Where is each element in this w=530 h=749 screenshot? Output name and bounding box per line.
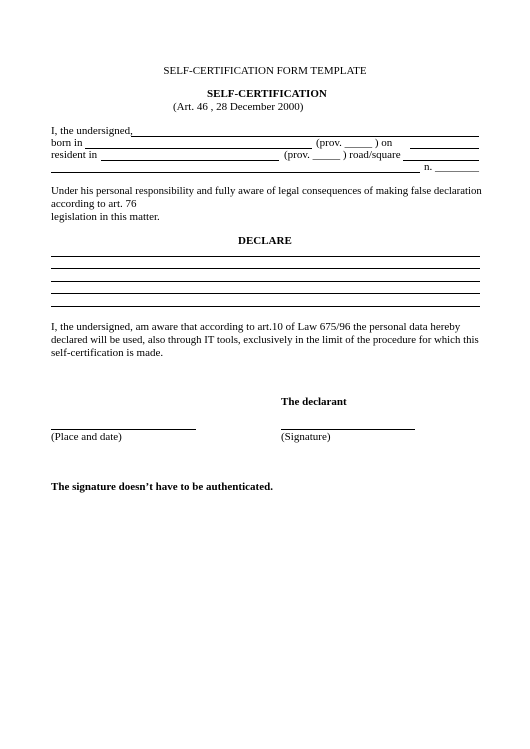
- resident-in-label: resident in: [51, 149, 98, 161]
- place-date-field[interactable]: [51, 429, 196, 430]
- responsibility-line-1: Under his personal responsibility and fully aware of legal consequences of making false declaration: [51, 185, 482, 197]
- declaration-line-3[interactable]: [51, 281, 480, 282]
- address-field[interactable]: [51, 172, 420, 173]
- signature-field[interactable]: [281, 429, 415, 430]
- responsibility-line-3: legislation in this matter.: [51, 211, 160, 223]
- form-title: SELF-CERTIFICATION: [207, 88, 327, 100]
- birth-date-field[interactable]: [410, 148, 479, 149]
- declare-heading: DECLARE: [238, 235, 292, 247]
- declarant-label: The declarant: [281, 396, 347, 408]
- declaration-line-1[interactable]: [51, 256, 480, 257]
- signature-label: (Signature): [281, 431, 331, 443]
- undersigned-name-field[interactable]: [131, 136, 479, 137]
- responsibility-line-2: according to art. 76: [51, 198, 137, 210]
- declaration-line-2[interactable]: [51, 268, 480, 269]
- residence-province-label: (prov. _____ ) road/square: [284, 149, 401, 161]
- born-in-label: born in: [51, 137, 83, 149]
- declaration-line-4[interactable]: [51, 293, 480, 294]
- template-title: SELF-CERTIFICATION FORM TEMPLATE: [163, 65, 367, 77]
- declaration-line-5[interactable]: [51, 306, 480, 307]
- undersigned-label: I, the undersigned,: [51, 125, 133, 137]
- house-number-label: n. ________: [424, 161, 479, 173]
- place-date-label: (Place and date): [51, 431, 122, 443]
- authentication-note: The signature doesn’t have to be authenticated.: [51, 481, 273, 493]
- birth-province-label: (prov. _____ ) on: [316, 137, 393, 149]
- birthplace-field[interactable]: [85, 148, 312, 149]
- form-subtitle: (Art. 46 , 28 December 2000): [173, 101, 304, 113]
- privacy-line-1: I, the undersigned, am aware that according to art.10 of Law 675/96 the personal data hereby: [51, 321, 461, 333]
- privacy-line-3: self-certification is made.: [51, 347, 164, 359]
- residence-field[interactable]: [101, 160, 279, 161]
- privacy-line-2: declared will be used, also through IT tools, exclusively in the limit of the procedure for which this: [51, 334, 479, 346]
